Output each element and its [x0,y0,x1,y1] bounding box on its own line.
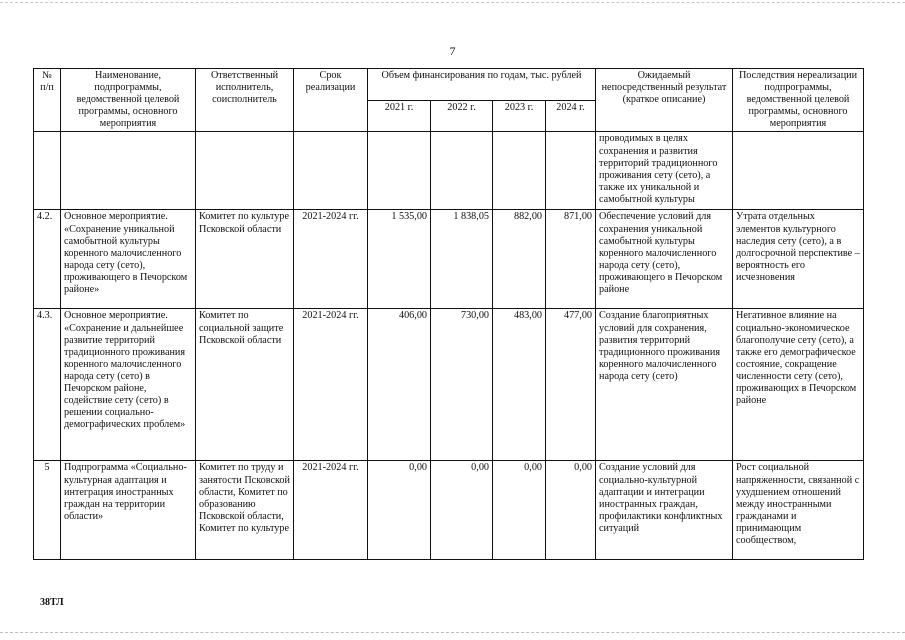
scan-edge-top [0,2,905,3]
row-num: 5 [34,461,61,560]
row-consequences: Негативное влияние на социально-экономическое благополучие сету (сето), а также его демографическое состояние, сокращение численности сету (сето), проживающих в Печорском районе [733,309,864,461]
header-executor: Ответственный исполнитель, соисполнитель [196,69,294,132]
empty-cell [368,132,431,210]
row-term: 2021-2024 гг. [294,461,368,560]
row-name: Основное мероприятие. «Сохранение и дальнейшее развитие территорий традиционного проживания коренного малочисленного народа сету (сето) в Печорском районе, содействие сету (сето) в решении социально-демографических проблем» [61,309,196,461]
row-funding-2023: 483,00 [493,309,546,461]
header-year-2023: 2023 г. [493,100,546,132]
row-result: Создание условий для социально-культурной адаптации и интеграции иностранных граждан, профилактики конфликтных ситуаций [596,461,733,560]
row-funding-2024: 477,00 [546,309,596,461]
header-year-2024: 2024 г. [546,100,596,132]
empty-cell [34,132,61,210]
row-term: 2021-2024 гг. [294,309,368,461]
table-row [34,461,864,560]
row-consequences: Рост социальной напряженности, связанной с ухудшением отношений между иностранными гражданами и принимающим сообществом, [733,461,864,560]
empty-cell [431,132,493,210]
header-funding: Объем финансирования по годам, тыс. рублей [368,69,596,101]
row-funding-2022: 730,00 [431,309,493,461]
header-result: Ожидаемый непосредственный результат (краткое описание) [596,69,733,132]
empty-cell [196,132,294,210]
footer-code: 38ТЛ [40,597,64,608]
row-funding-2022: 0,00 [431,461,493,560]
row-consequences: Утрата отдельных элементов культурного наследия сету (сето), а в долгосрочной перспективе – вероятность его исчезновения [733,210,864,309]
row-num: 4.2. [34,210,61,309]
table-row-continuation [34,132,864,210]
program-table [33,68,864,560]
row-name: Основное мероприятие. «Сохранение уникальной самобытной культуры коренного малочисленного народа сету (сето), проживающего в Печорском районе» [61,210,196,309]
row-name: Подпрограмма «Социально-культурная адаптация и интеграция иностранных граждан на территории области» [61,461,196,560]
row-funding-2023: 882,00 [493,210,546,309]
table-row [34,309,864,461]
empty-cell [493,132,546,210]
row-funding-2021: 406,00 [368,309,431,461]
scan-edge-bottom [0,632,905,633]
row-funding-2023: 0,00 [493,461,546,560]
continuation-result: проводимых в целях сохранения и развития территорий традиционного проживания сету (сето), а также их уникальной и самобытной культуры [596,132,733,210]
empty-cell [294,132,368,210]
row-num: 4.3. [34,309,61,461]
header-year-2021: 2021 г. [368,100,431,132]
row-funding-2021: 0,00 [368,461,431,560]
header-num: № п/п [34,69,61,132]
row-result: Обеспечение условий для сохранения уникальной самобытной культуры коренного малочисленного народа сету (сето), проживающего в Печорском районе [596,210,733,309]
table-row [34,210,864,309]
row-result: Создание благоприятных условий для сохранения, развития территорий традиционного проживания коренного малочисленного народа сету (сето) [596,309,733,461]
row-term: 2021-2024 гг. [294,210,368,309]
header-term: Срок реализации [294,69,368,132]
row-executor: Комитет по культуре Псковской области [196,210,294,309]
empty-cell [733,132,864,210]
row-funding-2024: 871,00 [546,210,596,309]
row-executor: Комитет по труду и занятости Псковской области, Комитет по образованию Псковской области, Комитет по культуре [196,461,294,560]
empty-cell [61,132,196,210]
row-funding-2021: 1 535,00 [368,210,431,309]
header-year-2022: 2022 г. [431,100,493,132]
header-consequences: Последствия нереализации подпрограммы, ведомственной целевой программы, основного мероприятия [733,69,864,132]
row-executor: Комитет по социальной защите Псковской области [196,309,294,461]
row-funding-2022: 1 838,05 [431,210,493,309]
header-name: Наименование, подпрограммы, ведомственной целевой программы, основного мероприятия [61,69,196,132]
header-row [34,69,864,101]
row-funding-2024: 0,00 [546,461,596,560]
empty-cell [546,132,596,210]
page-number: 7 [449,44,456,58]
